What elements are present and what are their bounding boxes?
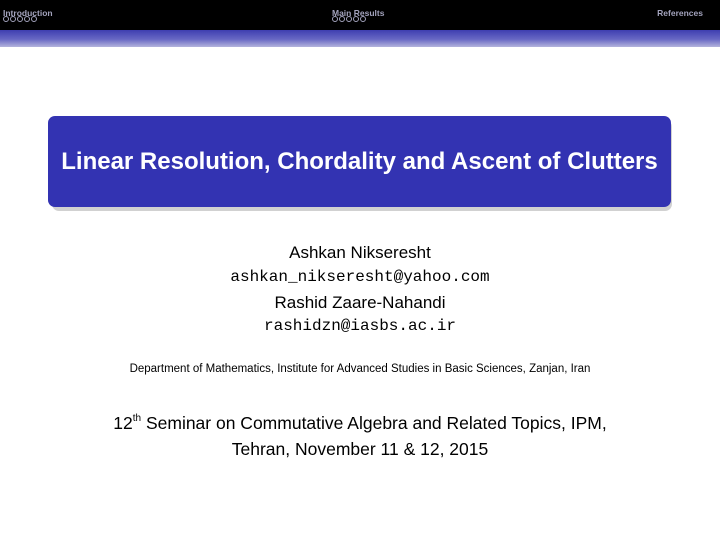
nav-dot-icon[interactable] xyxy=(3,16,9,22)
event-ordinal-number: 12 xyxy=(113,413,133,433)
nav-label-introduction[interactable]: Introduction xyxy=(3,8,53,18)
nav-dot-icon[interactable] xyxy=(332,16,338,22)
nav-dot-icon[interactable] xyxy=(24,16,30,22)
nav-label-references[interactable]: References xyxy=(657,8,703,18)
nav-dot-icon[interactable] xyxy=(31,16,37,22)
nav-section-main-results[interactable] xyxy=(332,3,384,21)
nav-section-introduction[interactable] xyxy=(3,3,53,21)
event-line-2: Tehran, November 11 & 12, 2015 xyxy=(231,439,489,459)
navigation-bar xyxy=(0,0,720,30)
title-box xyxy=(48,116,671,207)
event-ordinal-suffix: th xyxy=(132,413,142,424)
author-name-1: Ashkan Nikseresht xyxy=(289,243,431,262)
author-email-1: ashkan_nikseresht@yahoo.com xyxy=(230,268,490,286)
nav-dots-introduction xyxy=(3,16,37,22)
nav-dot-icon[interactable] xyxy=(10,16,16,22)
nav-dot-icon[interactable] xyxy=(339,16,345,22)
presentation-title: Linear Resolution, Chordality and Ascent of Clutters xyxy=(61,147,658,175)
nav-dots-main-results xyxy=(332,16,366,22)
event-title: Seminar on Commutative Algebra and Related Topics, IPM, xyxy=(141,413,607,433)
author-name-2: Rashid Zaare-Nahandi xyxy=(274,293,446,312)
nav-dot-icon[interactable] xyxy=(346,16,352,22)
event-line-1 xyxy=(0,410,720,436)
nav-dot-icon[interactable] xyxy=(353,16,359,22)
nav-section-references[interactable] xyxy=(657,3,703,21)
institute: Department of Mathematics, Institute for Advanced Studies in Basic Sciences, Zanjan, Iran xyxy=(129,363,591,375)
header-gradient-band xyxy=(0,30,720,47)
nav-dot-icon[interactable] xyxy=(360,16,366,22)
nav-dot-icon[interactable] xyxy=(17,16,23,22)
author-email-2: rashidzn@iasbs.ac.ir xyxy=(263,317,457,335)
nav-label-main-results[interactable]: Main Results xyxy=(332,8,385,18)
